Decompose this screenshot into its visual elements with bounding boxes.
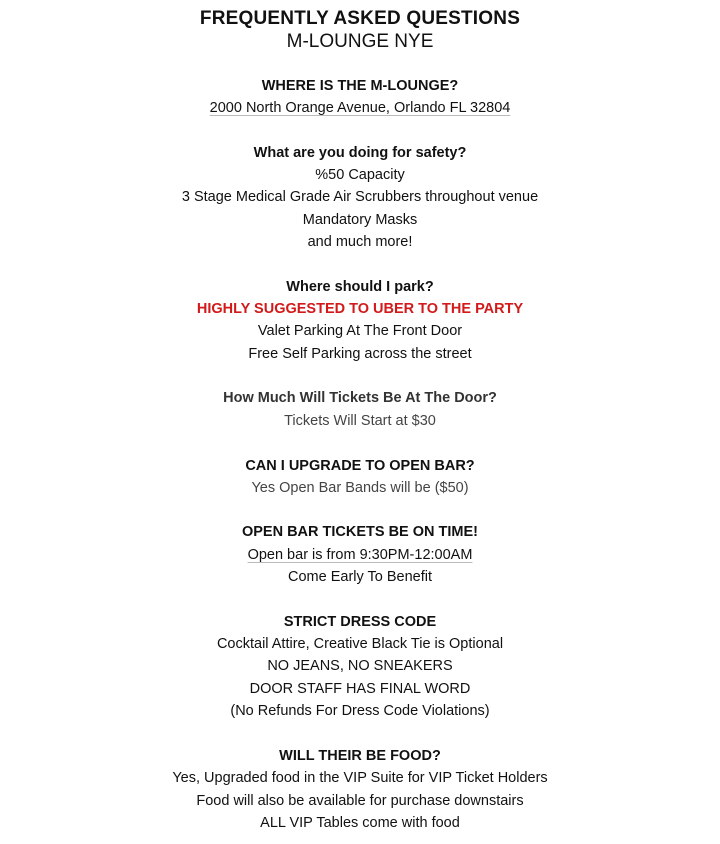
page-subtitle: M-LOUNGE NYE xyxy=(286,31,434,52)
faq-answer-line: Mandatory Masks xyxy=(302,212,418,228)
open-bar-hours: Open bar is from 9:30PM-12:00AM xyxy=(247,547,473,563)
faq-answer-line: Come Early To Benefit xyxy=(288,569,432,585)
faq-question-open-bar: CAN I UPGRADE TO OPEN BAR? xyxy=(245,458,475,474)
faq-answer-line: Tickets Will Start at $30 xyxy=(284,413,436,429)
faq-question-food: WILL THEIR BE FOOD? xyxy=(279,748,441,764)
faq-answer-line: 3 Stage Medical Grade Air Scrubbers throughout venue xyxy=(181,189,539,205)
uber-highlight: HIGHLY SUGGESTED TO UBER TO THE PARTY xyxy=(196,301,524,317)
faq-answer-line: NO JEANS, NO SNEAKERS xyxy=(267,658,453,674)
faq-answer-line: Yes, Upgraded food in the VIP Suite for VIP Ticket Holders xyxy=(172,770,548,786)
faq-question-parking: Where should I park? xyxy=(286,279,434,295)
faq-answer-line: Free Self Parking across the street xyxy=(248,346,472,362)
faq-question-location: WHERE IS THE M-LOUNGE? xyxy=(261,78,459,94)
faq-answer-line: Yes Open Bar Bands will be ($50) xyxy=(251,480,469,496)
faq-answer-line: Cocktail Attire, Creative Black Tie is Optional xyxy=(216,636,504,652)
faq-answer-line: DOOR STAFF HAS FINAL WORD xyxy=(249,681,471,697)
faq-answer-line: Food will also be available for purchase downstairs xyxy=(196,793,524,809)
page-title: FREQUENTLY ASKED QUESTIONS xyxy=(199,8,521,29)
faq-answer-time xyxy=(0,545,720,565)
faq-question-door-price: How Much Will Tickets Be At The Door? xyxy=(223,390,497,406)
faq-answer-address xyxy=(0,98,720,118)
faq-question-safety: What are you doing for safety? xyxy=(253,145,467,161)
address-text: 2000 North Orange Avenue, Orlando FL 32804 xyxy=(209,100,511,116)
faq-answer-line: %50 Capacity xyxy=(315,167,405,183)
faq-question-open-bar-time: OPEN BAR TICKETS BE ON TIME! xyxy=(241,524,479,540)
faq-answer-line: and much more! xyxy=(307,234,413,250)
faq-answer-line: (No Refunds For Dress Code Violations) xyxy=(230,703,490,719)
faq-answer-line: Valet Parking At The Front Door xyxy=(257,323,463,339)
faq-question-dress-code: STRICT DRESS CODE xyxy=(283,614,437,630)
faq-answer-line: ALL VIP Tables come with food xyxy=(260,815,460,831)
